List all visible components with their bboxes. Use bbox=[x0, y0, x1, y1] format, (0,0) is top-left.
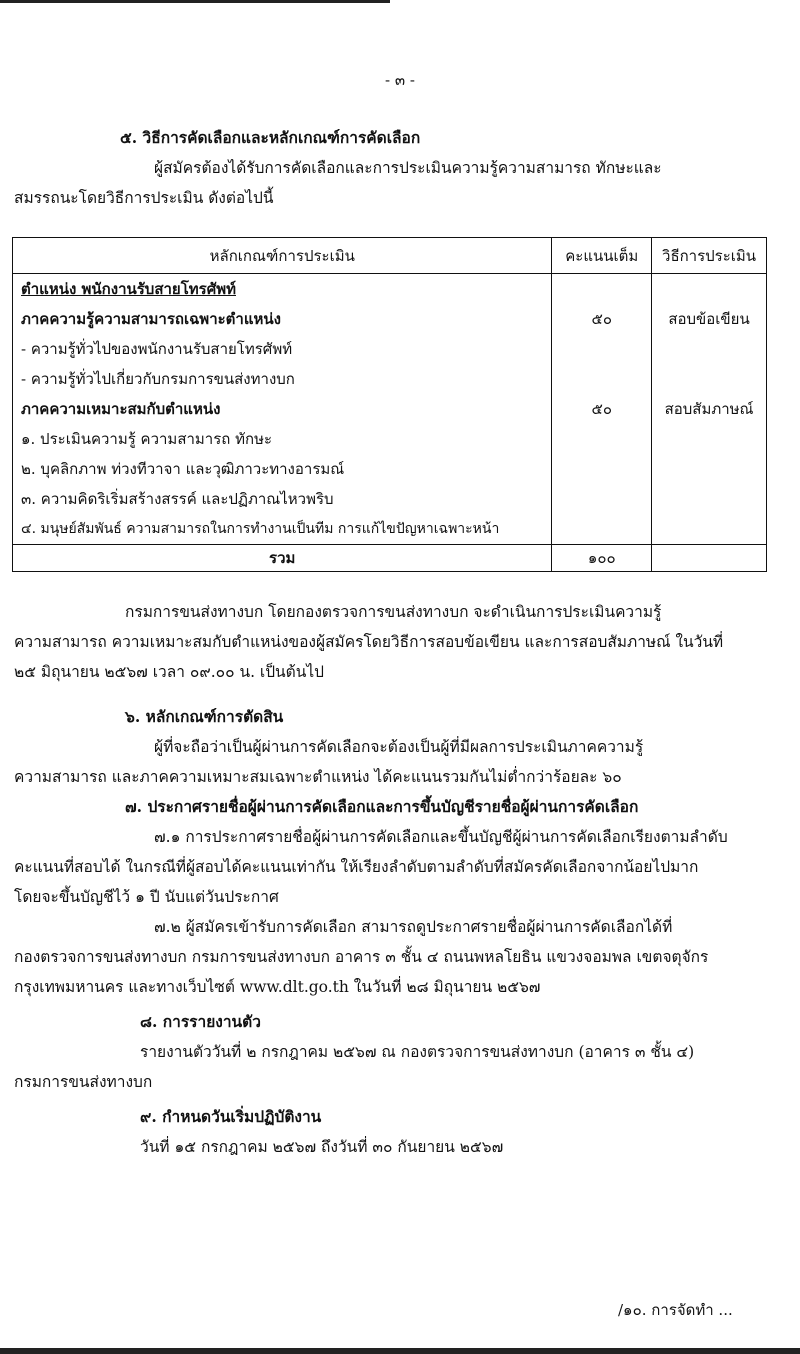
table-row bbox=[13, 274, 767, 305]
section6-line1: ผู้ที่จะถือว่าเป็นผู้ผ่านการคัดเลือกจะต้องเป็นผู้ที่มีผลการประเมินภาคความรู้ bbox=[154, 738, 644, 756]
row-criteria: - ความรู้ทั่วไปเกี่ยวกับกรมการขนส่งทางบก bbox=[13, 364, 552, 394]
section7-p1-line1: ๗.๑ การประกาศรายชื่อผู้ผ่านการคัดเลือกและขึ้นบัญชีผู้ผ่านการคัดเลือกเรียงตามลำดับ bbox=[154, 828, 728, 846]
row-method bbox=[652, 424, 767, 454]
row-score bbox=[552, 454, 652, 484]
header-method: วิธีการประเมิน bbox=[652, 238, 767, 274]
section5-intro-line1: ผู้สมัครต้องได้รับการคัดเลือกและการประเมินความรู้ความสามารถ ทักษะและ bbox=[154, 159, 662, 177]
section9-heading: ๙. กำหนดวันเริ่มปฏิบัติงาน bbox=[140, 1107, 322, 1126]
row-criteria: - ความรู้ทั่วไปของพนักงานรับสายโทรศัพท์ bbox=[13, 334, 552, 364]
section5-intro-line2: สมรรถนะโดยวิธีการประเมิน ดังต่อไปนี้ bbox=[14, 189, 274, 207]
section9-line1: วันที่ ๑๕ กรกฎาคม ๒๕๖๗ ถึงวันที่ ๓๐ กันยายน ๒๕๖๗ bbox=[140, 1138, 504, 1156]
section7-p2-line3: กรุงเทพมหานคร และทางเว็บไซต์ www.dlt.go.th ในวันที่ ๒๘ มิถุนายน ๒๕๖๗ bbox=[14, 978, 541, 996]
row-method: สอบสัมภาษณ์ bbox=[652, 394, 767, 424]
section7-p1-line3: โดยจะขึ้นบัญชีไว้ ๑ ปี นับแต่วันประกาศ bbox=[14, 888, 279, 906]
header-criteria: หลักเกณฑ์การประเมิน bbox=[13, 238, 552, 274]
page-number: - ๓ - bbox=[385, 71, 415, 89]
row-method bbox=[652, 334, 767, 364]
row-criteria: ๒. บุคลิกภาพ ท่วงทีวาจา และวุฒิภาวะทางอารมณ์ bbox=[13, 454, 552, 484]
table-row bbox=[13, 334, 767, 364]
table-header-row bbox=[13, 238, 767, 274]
criteria-table bbox=[12, 237, 767, 572]
total-score: ๑๐๐ bbox=[552, 545, 652, 572]
section8-heading: ๘. การรายงานตัว bbox=[140, 1012, 261, 1031]
total-label: รวม bbox=[13, 545, 552, 572]
table-row bbox=[13, 484, 767, 514]
section7-p1-line2: คะแนนที่สอบได้ ในกรณีที่ผู้สอบได้คะแนนเท่ากัน ให้เรียงลำดับตามลำดับที่สมัครคัดเลือกจากน้อยไปมาก bbox=[14, 858, 699, 876]
section8-line1: รายงานตัววันที่ ๒ กรกฎาคม ๒๕๖๗ ณ กองตรวจการขนส่งทางบก (อาคาร ๓ ชั้น ๔) bbox=[140, 1043, 695, 1061]
assessment-line2: ความสามารถ ความเหมาะสมกับตำแหน่งของผู้สมัครโดยวิธีการสอบข้อเขียน และการสอบสัมภาษณ์ ในวันที่ bbox=[14, 633, 724, 651]
row-score bbox=[552, 484, 652, 514]
section5-heading: ๕. วิธีการคัดเลือกและหลักเกณฑ์การคัดเลือก bbox=[120, 128, 421, 147]
row-score: ๕๐ bbox=[552, 394, 652, 424]
section7-heading: ๗. ประกาศรายชื่อผู้ผ่านการคัดเลือกและการขึ้นบัญชีรายชื่อผู้ผ่านการคัดเลือก bbox=[125, 797, 639, 816]
top-rule bbox=[0, 0, 390, 3]
section8-line2: กรมการขนส่งทางบก bbox=[14, 1073, 153, 1091]
row-method bbox=[652, 514, 767, 545]
row-criteria: ๓. ความคิดริเริ่มสร้างสรรค์ และปฏิภาณไหวพริบ bbox=[13, 484, 552, 514]
row-score bbox=[552, 424, 652, 454]
total-method bbox=[652, 545, 767, 572]
table-row bbox=[13, 514, 767, 545]
table-row bbox=[13, 364, 767, 394]
table-total-row bbox=[13, 545, 767, 572]
next-page-marker: /๑๐. การจัดทำ ... bbox=[618, 1301, 733, 1319]
section6-line2: ความสามารถ และภาคความเหมาะสมเฉพาะตำแหน่ง ได้คะแนนรวมกันไม่ต่ำกว่าร้อยละ ๖๐ bbox=[14, 768, 622, 786]
row-score bbox=[552, 514, 652, 545]
row-score: ๕๐ bbox=[552, 304, 652, 334]
position-title: ตำแหน่ง พนักงานรับสายโทรศัพท์ bbox=[13, 274, 552, 305]
header-score: คะแนนเต็ม bbox=[552, 238, 652, 274]
assessment-line1: กรมการขนส่งทางบก โดยกองตรวจการขนส่งทางบก จะดำเนินการประเมินความรู้ bbox=[125, 603, 662, 621]
table-row bbox=[13, 304, 767, 334]
table-row bbox=[13, 454, 767, 484]
section7-p2-line2: กองตรวจการขนส่งทางบก กรมการขนส่งทางบก อาคาร ๓ ชั้น ๔ ถนนพหลโยธิน แขวงจอมพล เขตจตุจักร bbox=[14, 948, 709, 966]
row-criteria: ภาคความเหมาะสมกับตำแหน่ง bbox=[13, 394, 552, 424]
row-method: สอบข้อเขียน bbox=[652, 304, 767, 334]
row-criteria: ๔. มนุษย์สัมพันธ์ ความสามารถในการทำงานเป็นทีม การแก้ไขปัญหาเฉพาะหน้า bbox=[13, 514, 552, 545]
row-method bbox=[652, 484, 767, 514]
row-method bbox=[652, 454, 767, 484]
row-criteria: ๑. ประเมินความรู้ ความสามารถ ทักษะ bbox=[13, 424, 552, 454]
assessment-line3: ๒๕ มิถุนายน ๒๕๖๗ เวลา ๐๙.๐๐ น. เป็นต้นไป bbox=[14, 663, 324, 681]
row-method bbox=[652, 364, 767, 394]
row-score bbox=[552, 334, 652, 364]
table-row bbox=[13, 394, 767, 424]
row-method bbox=[652, 274, 767, 305]
bottom-rule bbox=[0, 1348, 800, 1354]
row-score bbox=[552, 274, 652, 305]
row-criteria: ภาคความรู้ความสามารถเฉพาะตำแหน่ง bbox=[13, 304, 552, 334]
row-score bbox=[552, 364, 652, 394]
section7-p2-line1: ๗.๒ ผู้สมัครเข้ารับการคัดเลือก สามารถดูประกาศรายชื่อผู้ผ่านการคัดเลือกได้ที่ bbox=[154, 918, 673, 936]
section6-heading: ๖. หลักเกณฑ์การตัดสิน bbox=[125, 707, 284, 726]
table-row bbox=[13, 424, 767, 454]
